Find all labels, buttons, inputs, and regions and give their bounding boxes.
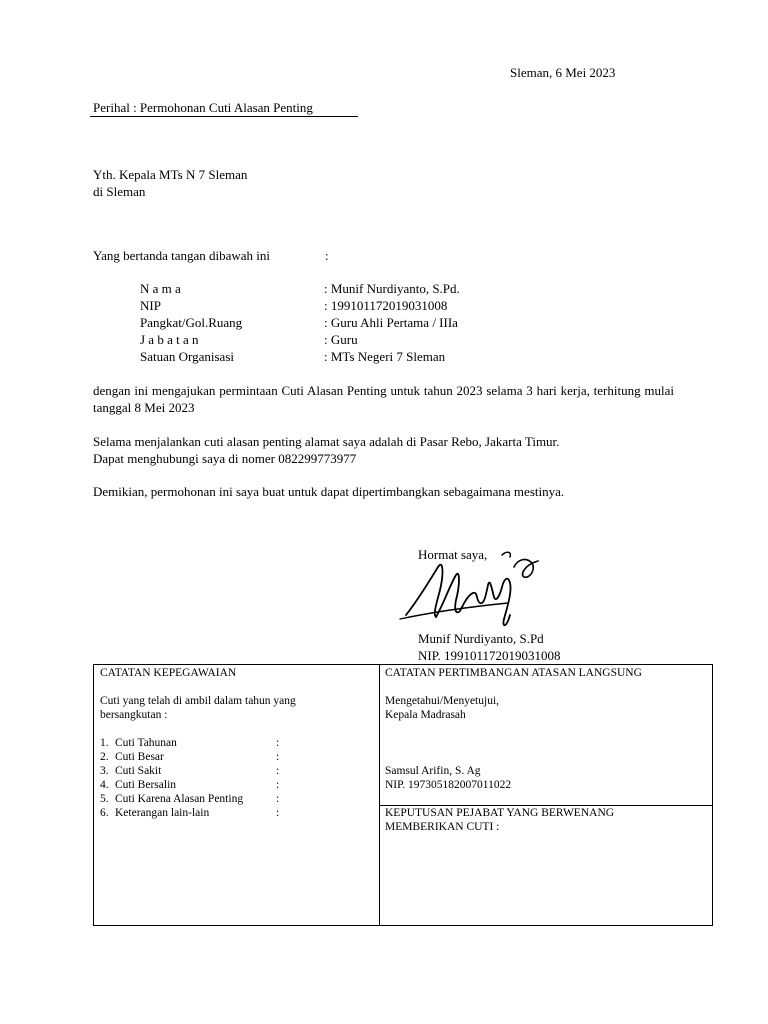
recipient-line-2: di Sleman bbox=[93, 184, 146, 199]
cuti-colon: : bbox=[276, 737, 280, 749]
left-section-title: CATATAN KEPEGAWAIAN bbox=[100, 667, 237, 679]
cuti-colon: : bbox=[276, 751, 280, 763]
letter-date: Sleman, 6 Mei 2023 bbox=[510, 65, 616, 80]
field-value: : Guru bbox=[324, 332, 358, 347]
decision-title-line-2: MEMBERIKAN CUTI : bbox=[385, 821, 500, 833]
left-intro-line-1: Cuti yang telah di ambil dalam tahun yang bbox=[100, 695, 296, 707]
cuti-label: Cuti Bersalin bbox=[115, 779, 177, 791]
address-line: Selama menjalankan cuti alasan penting alamat saya adalah di Pasar Rebo, Jakarta Timur. bbox=[93, 434, 560, 449]
right-section-title: CATATAN PERTIMBANGAN ATASAN LANGSUNG bbox=[385, 667, 642, 679]
field-value: : MTs Negeri 7 Sleman bbox=[324, 349, 446, 364]
signer-name: Munif Nurdiyanto, S.Pd bbox=[418, 631, 544, 646]
supervisor-name: Samsul Arifin, S. Ag bbox=[385, 765, 481, 777]
closing-salutation: Hormat saya, bbox=[418, 547, 488, 562]
cuti-label: Cuti Sakit bbox=[115, 765, 162, 777]
field-label: J a b a t a n bbox=[140, 332, 199, 347]
closing-paragraph: Demikian, permohonan ini saya buat untuk dapat dipertimbangkan sebagaimana mestinya. bbox=[93, 484, 565, 499]
field-value: : 199101172019031008 bbox=[324, 298, 448, 313]
recipient-line-1: Yth. Kepala MTs N 7 Sleman bbox=[93, 167, 248, 182]
cuti-num: 3. bbox=[100, 765, 109, 777]
field-label: Pangkat/Gol.Ruang bbox=[140, 315, 243, 330]
cuti-label: Cuti Karena Alasan Penting bbox=[115, 793, 244, 805]
cuti-num: 5. bbox=[100, 793, 109, 805]
field-label: N a m a bbox=[140, 281, 181, 296]
table-divider-vertical bbox=[379, 665, 380, 925]
intro-colon: : bbox=[325, 248, 329, 263]
field-value: : Munif Nurdiyanto, S.Pd. bbox=[324, 281, 460, 296]
cuti-num: 4. bbox=[100, 779, 109, 791]
letter-subject: Perihal : Permohonan Cuti Alasan Penting bbox=[93, 100, 313, 115]
cuti-num: 6. bbox=[100, 807, 109, 819]
field-value: : Guru Ahli Pertama / IIIa bbox=[324, 315, 458, 330]
cuti-num: 2. bbox=[100, 751, 109, 763]
cuti-label: Keterangan lain-lain bbox=[115, 807, 210, 819]
field-label: Satuan Organisasi bbox=[140, 349, 234, 364]
handwritten-signature bbox=[398, 545, 548, 637]
subject-underline bbox=[90, 116, 358, 117]
cuti-colon: : bbox=[276, 807, 280, 819]
field-label: NIP bbox=[140, 298, 161, 313]
approval-line-1: Mengetahui/Menyetujui, bbox=[385, 695, 500, 707]
cuti-colon: : bbox=[276, 779, 280, 791]
notes-table bbox=[93, 664, 713, 926]
cuti-colon: : bbox=[276, 765, 280, 777]
approval-line-2: Kepala Madrasah bbox=[385, 709, 466, 721]
cuti-label: Cuti Besar bbox=[115, 751, 164, 763]
cuti-num: 1. bbox=[100, 737, 109, 749]
supervisor-nip: NIP. 197305182007011022 bbox=[385, 779, 512, 791]
request-paragraph: dengan ini mengajukan permintaan Cuti Alasan Penting untuk tahun 2023 selama 3 hari kerja, terhitung mulai tanggal 8 Mei 2023 bbox=[93, 383, 674, 415]
intro-text: Yang bertanda tangan dibawah ini bbox=[93, 248, 271, 263]
decision-title-line-1: KEPUTUSAN PEJABAT YANG BERWENANG bbox=[385, 807, 615, 819]
signer-nip: NIP. 199101172019031008 bbox=[418, 648, 561, 663]
cuti-label: Cuti Tahunan bbox=[115, 737, 177, 749]
contact-line: Dapat menghubungi saya di nomer 082299773977 bbox=[93, 451, 357, 466]
cuti-colon: : bbox=[276, 793, 280, 805]
left-intro-line-2: bersangkutan : bbox=[100, 709, 168, 721]
